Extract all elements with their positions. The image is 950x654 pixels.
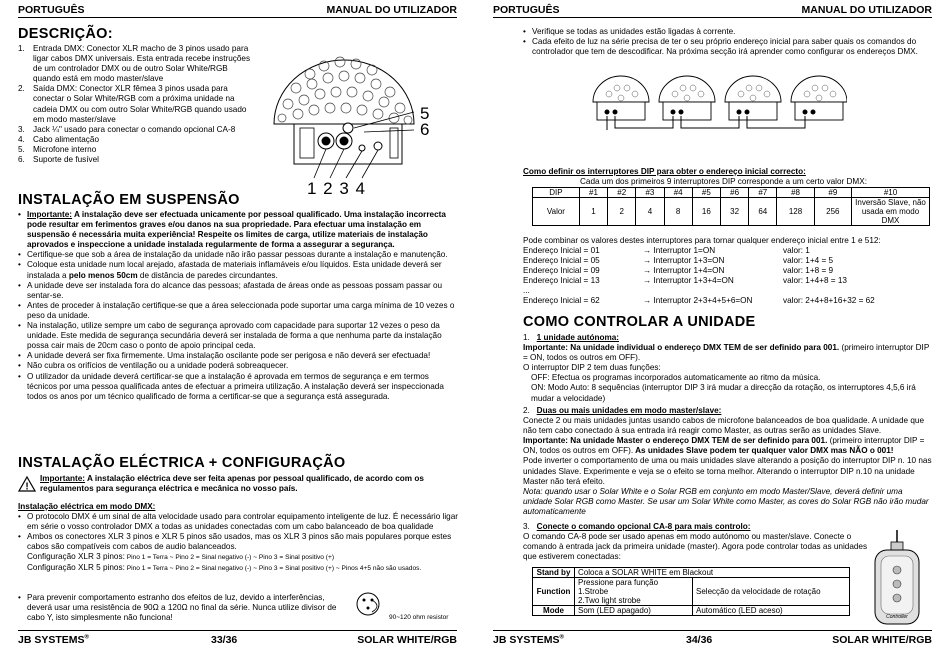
ctl-row: Mode Som (LED apagado) Automático (LED aceso) [533,606,850,616]
address-row: Endereço Inicial = 01 → Interruptor 1=ON valor: 1 [523,246,810,255]
descricao-heading: DESCRIÇÃO: [18,26,113,42]
controlar-heading: COMO CONTROLAR A UNIDADE [523,314,756,330]
susp-bullet: • Antes de proceder à instalação certifique-se que a área seleccionada pode suportar uma carga mínima de 10 vezes o peso da unidade. [18,301,458,321]
dip-value-cell: 4 [636,198,664,226]
dmx-subtitle: Instalação eléctrica em modo DMX: [18,502,156,511]
descricao-list [18,44,256,165]
suspensao-heading: INSTALAÇÃO EM SUSPENSÃO [18,192,240,208]
top-bullet: • Cada efeito de luz na série precisa de ter o seu próprio endereço inicial para saber quais os comandos do controlador que tem de descodificar. Na próxima secção irá aprender como configurar os endereços DMX. [523,37,933,57]
page-header [493,4,932,18]
descricao-item: 5. Microfone interno [18,144,97,154]
dip-value-cell: 32 [720,198,748,226]
descricao-item: 6. Suporte de fusível [18,155,99,165]
dip-subheading: Cada um dos primeiros 9 interruptores DIP corresponde a um certo valor DMX: [580,177,867,186]
page-header [18,4,457,18]
dip-value-cell: 16 [692,198,720,226]
dip-header-cell: DIP [533,188,580,198]
descricao-item: 1. Entrada DMX: Conector XLR macho de 3 pinos usado para ligar cabos DMX universais. Esta entrada recebe instruções de um controlador DMX ou de outro Solar White/RGB quando está em modo master/slave [18,44,251,84]
susp-bullet: • A unidade deve ser instalada fora do alcance das pessoas; afastada de áreas onde as pessoas possam passar ou sentar-se. [18,281,458,301]
dmx-bullet: • Ambos os conectores XLR 3 pinos e XLR 5 pinos são usados, mas os XLR 3 pinos são mais populares porque estes cabos são compatíveis com cabos de audio balanceados. Configuração XLR 3 pinos: Pino 1 = Terra ~ Pino 2 = Sinal negativo (-) ~ Pino 3 = Sinal positivo (+) Configuração XLR 5 pinos: Pino 1 = Terra ~ Pino 2 = Sinal negativo (-) ~ Pino 3 = Sinal positivo (+) ~ Pinos 4+5 não são usados. [18,532,458,574]
susp-bullet: • A unidade deverá ser fixa firmemente. Uma instalação oscilante pode ser perigosa e não deverá ser efectuada! [18,351,458,361]
callout-5: 5 [420,104,430,123]
dip-value-cell: 128 [777,198,814,226]
header-manual-title: MANUAL DO UTILIZADOR [326,4,457,16]
dmx-bullet: • O protocolo DMX é um sinal de alta velocidade usado para controlar equipamento inteligente de luz. É necessário ligar em série o vosso controlador DMX a todas as unidades conectadas com um cabo balanceado de boa qualidade [18,512,458,532]
susp-bullet: • Na instalação, utilize sempre um cabo de segurança aprovado com capacidade para suportar 12 vezes o peso da unidade. Este medida de segurança secundária deverá ser instalada de forma a que nenhuma parte da instalação possa cair mais de 20cm caso o ponto de apoio principal ceda. [18,321,458,351]
susp-bullet: • Certifique-se que sob a área de instalação da unidade não irão passar pessoas durante a instalação e manutenção. [18,250,458,260]
dip-header-cell: #8 [777,188,814,198]
descricao-item: 3. Jack ¼" usado para conectar o comando opcional CA-8 [18,124,236,134]
footer-brand: JB SYSTEMS® [18,634,89,646]
dip-header-cell: #9 [814,188,851,198]
dmx-list [18,512,458,575]
dip-value-table [532,187,930,226]
dip-value-cell: 2 [608,198,636,226]
warning-icon [18,476,36,492]
page-34 [475,0,950,654]
combine-text: Pode combinar os valores destes interruptores para tornar qualquer endereço inicial entre 1 e 512: [523,236,881,245]
susp-bullet: • O utilizador da unidade deverá certificar-se que a instalação é aprovada em termos de segurança e em termos técnicos por uma pessoa qualificada antes de efectuar a primeira utilização. A instalação deverá ser inspeccionada todos os anos por um técnico qualificado de forma a certificar-se que a segurança está assegurada. [18,372,458,402]
address-examples [523,246,933,307]
callout-6: 6 [420,120,430,139]
elec-important: Importante: A instalação eléctrica deve ser feita apenas por pessoal qualificado, de acordo com os regulamentos para segurança eléctrica e mecânica no vosso país. [40,474,424,494]
dip-value-cell: 8 [664,198,692,226]
dip-value-cell: 1 [579,198,607,226]
dmx-bullet: • Para prevenir comportamento estranho dos efeitos de luz, devido a interferências, deverá usar uma resistência de 90Ω a 120Ω no final da série. Nunca utilize divisor de cabo Y, isto simplesmente não funciona! [18,593,348,623]
dip-value-cell: 64 [749,198,777,226]
controller-function-table [532,567,850,616]
susp-important: • Importante: A instalação deve ser efectuada unicamente por pessoal qualificado. Uma instalação incorrecta pode resultar em ferimentos graves e/ou danos na sua propriedade. Para efectuar uma instalação em suspensão é necessária muita experiência! Respeite os limites de carga, utilize materiais de instalação aprovados e inspeccione a unidade instalada regularmente de forma a assegurar a segurança. [18,210,458,250]
dip-header-cell: #5 [692,188,720,198]
dip-heading: Como definir os interruptores DIP para obter o endereço inicial correcto: [523,167,806,176]
dmx-daisy-chain-diagram [587,70,847,156]
callout-1-4: 1 2 3 4 [307,179,366,198]
footer-brand: JB SYSTEMS® [493,634,564,646]
resistor-label: 90~120 ohm resistor [389,614,449,621]
dip-header-cell: #10 [852,188,930,198]
descricao-item: 4. Cabo alimentação [18,134,99,144]
header-manual-title: MANUAL DO UTILIZADOR [801,4,932,16]
section-ca8: 3. Conecte o comando opcional CA-8 para mais controlo: O comando CA-8 pode ser usado apenas em modo autónomo ou master/slave. Conecte o comando à entrada jack da primeira unidade (master). Agora pode controlar todas as unidades que estiverem conectadas: [523,522,868,562]
footer-product: SOLAR WHITE/RGB [357,634,457,646]
susp-bullet: • Não cubra os orifícios de ventilação ou a unidade poderá sobreaquecer. [18,361,458,371]
ctl-row: Stand by Coloca a SOLAR WHITE em Blackout [533,568,850,578]
dip-header-cell: #3 [636,188,664,198]
top-bullet: • Verifique se todas as unidades estão ligadas à corrente. [523,27,933,37]
address-row: Endereço Inicial = 62 → Interruptor 2+3+4+5+6=ON valor: 2+4+8+16+32 = 62 [523,296,875,306]
address-row: Endereço Inicial = 05 → Interruptor 1+3=ON valor: 1+4 = 5 [523,256,834,266]
dip-row-label: Valor [533,198,580,226]
svg-text:!: ! [25,481,29,492]
xlr-resistor-icon [352,586,388,626]
page-footer [493,630,932,648]
footer-page-number: 33/36 [211,634,238,646]
dmx-list-2 [18,593,348,623]
section-master-slave: 2. Duas ou mais unidades em modo master/slave: Conecte 2 ou mais unidades juntas usando cabos de microfone balanceados de boa qualidade. A unidade que não tem cabo conectado à sua entrada irá reagir como Master, as outras serão as unidades Slave. Importante: Na unidade Master o endereço DMX TEM de ser definido para 001. (primeiro interruptor DIP = ON, todos os outros em OFF). As unidades Slave podem ter qualquer valor DMX mas NÃO o 001! Pode inverter o comportamento de uma ou mais unidades slave alterando a posição do interruptor DIP n. 10 nas unidades Slave. Experimente e veja se o efeito se torna melhor. Alterando o interruptor DIP n.10 na unidade Master não terá efeito. Nota: quando usar o Solar White e o Solar RGB em conjunto em modo Master/Slave, deverá definir uma unidade Solar RGB como Master. Se usar um Solar White como Master, as cores do Solar RGB não irão mudar automaticamente [523,406,932,516]
susp-bullet: • Coloque esta unidade num local arejado, afastada de materiais inflamáveis e/ou líquidos. Esta unidade deverá ser instalada a pelo menos 50cm de distância de paredes circundantes. [18,260,458,280]
ctl-row: Function Pressione para função 1.Strobe 2.Two light strobe Selecção da velocidade de rotação [533,578,850,606]
descricao-item: 2. Saída DMX: Conector XLR fêmea 3 pinos usada para conectar o Solar White/RGB com a próxima unidade na cadeia DMX ou com outro Solar White/RGB quando usado em modo master/slave [18,84,247,124]
dip-header-cell: #2 [608,188,636,198]
section-autonoma: 1. 1 unidade autónoma: Importante: Na unidade individual o endereço DMX TEM de ser definido para 001. (primeiro interruptor DIP = ON, todos os outros em OFF). O interruptor DIP 2 tem duas funções: OFF: Efectua os programas incorporados automaticamente ao ritmo da música. ON: Modo Auto: 8 sequências (interruptor DIP 3 irá mudar a direcção da rotação, os interruptores 4,5,6 irá mudar a velocidade) [523,333,930,403]
svg-text:Controller: Controller [886,614,908,620]
dip-header-cell: #6 [720,188,748,198]
page-footer [18,630,457,648]
electrica-heading: INSTALAÇÃO ELÉCTRICA + CONFIGURAÇÃO [18,455,346,471]
dip-header-cell: #1 [579,188,607,198]
ca8-controller-image [867,530,927,628]
top-list [523,27,933,57]
dip-10-cell: Inversão Slave, não usada em modo DMX [852,198,930,226]
footer-product: SOLAR WHITE/RGB [832,634,932,646]
dip-header-cell: #4 [664,188,692,198]
address-row: Endereço Inicial = 09 → Interruptor 1+4=ON valor: 1+8 = 9 [523,266,834,276]
header-language: PORTUGUÊS [493,4,560,16]
dip-value-cell: 256 [814,198,851,226]
header-language: PORTUGUÊS [18,4,85,16]
dip-header-cell: #7 [749,188,777,198]
address-row: ... [523,286,530,296]
footer-page-number: 34/36 [686,634,713,646]
suspensao-list [18,210,458,402]
address-row: Endereço Inicial = 13 → Interruptor 1+3+4=ON valor: 1+4+8 = 13 [523,276,847,286]
